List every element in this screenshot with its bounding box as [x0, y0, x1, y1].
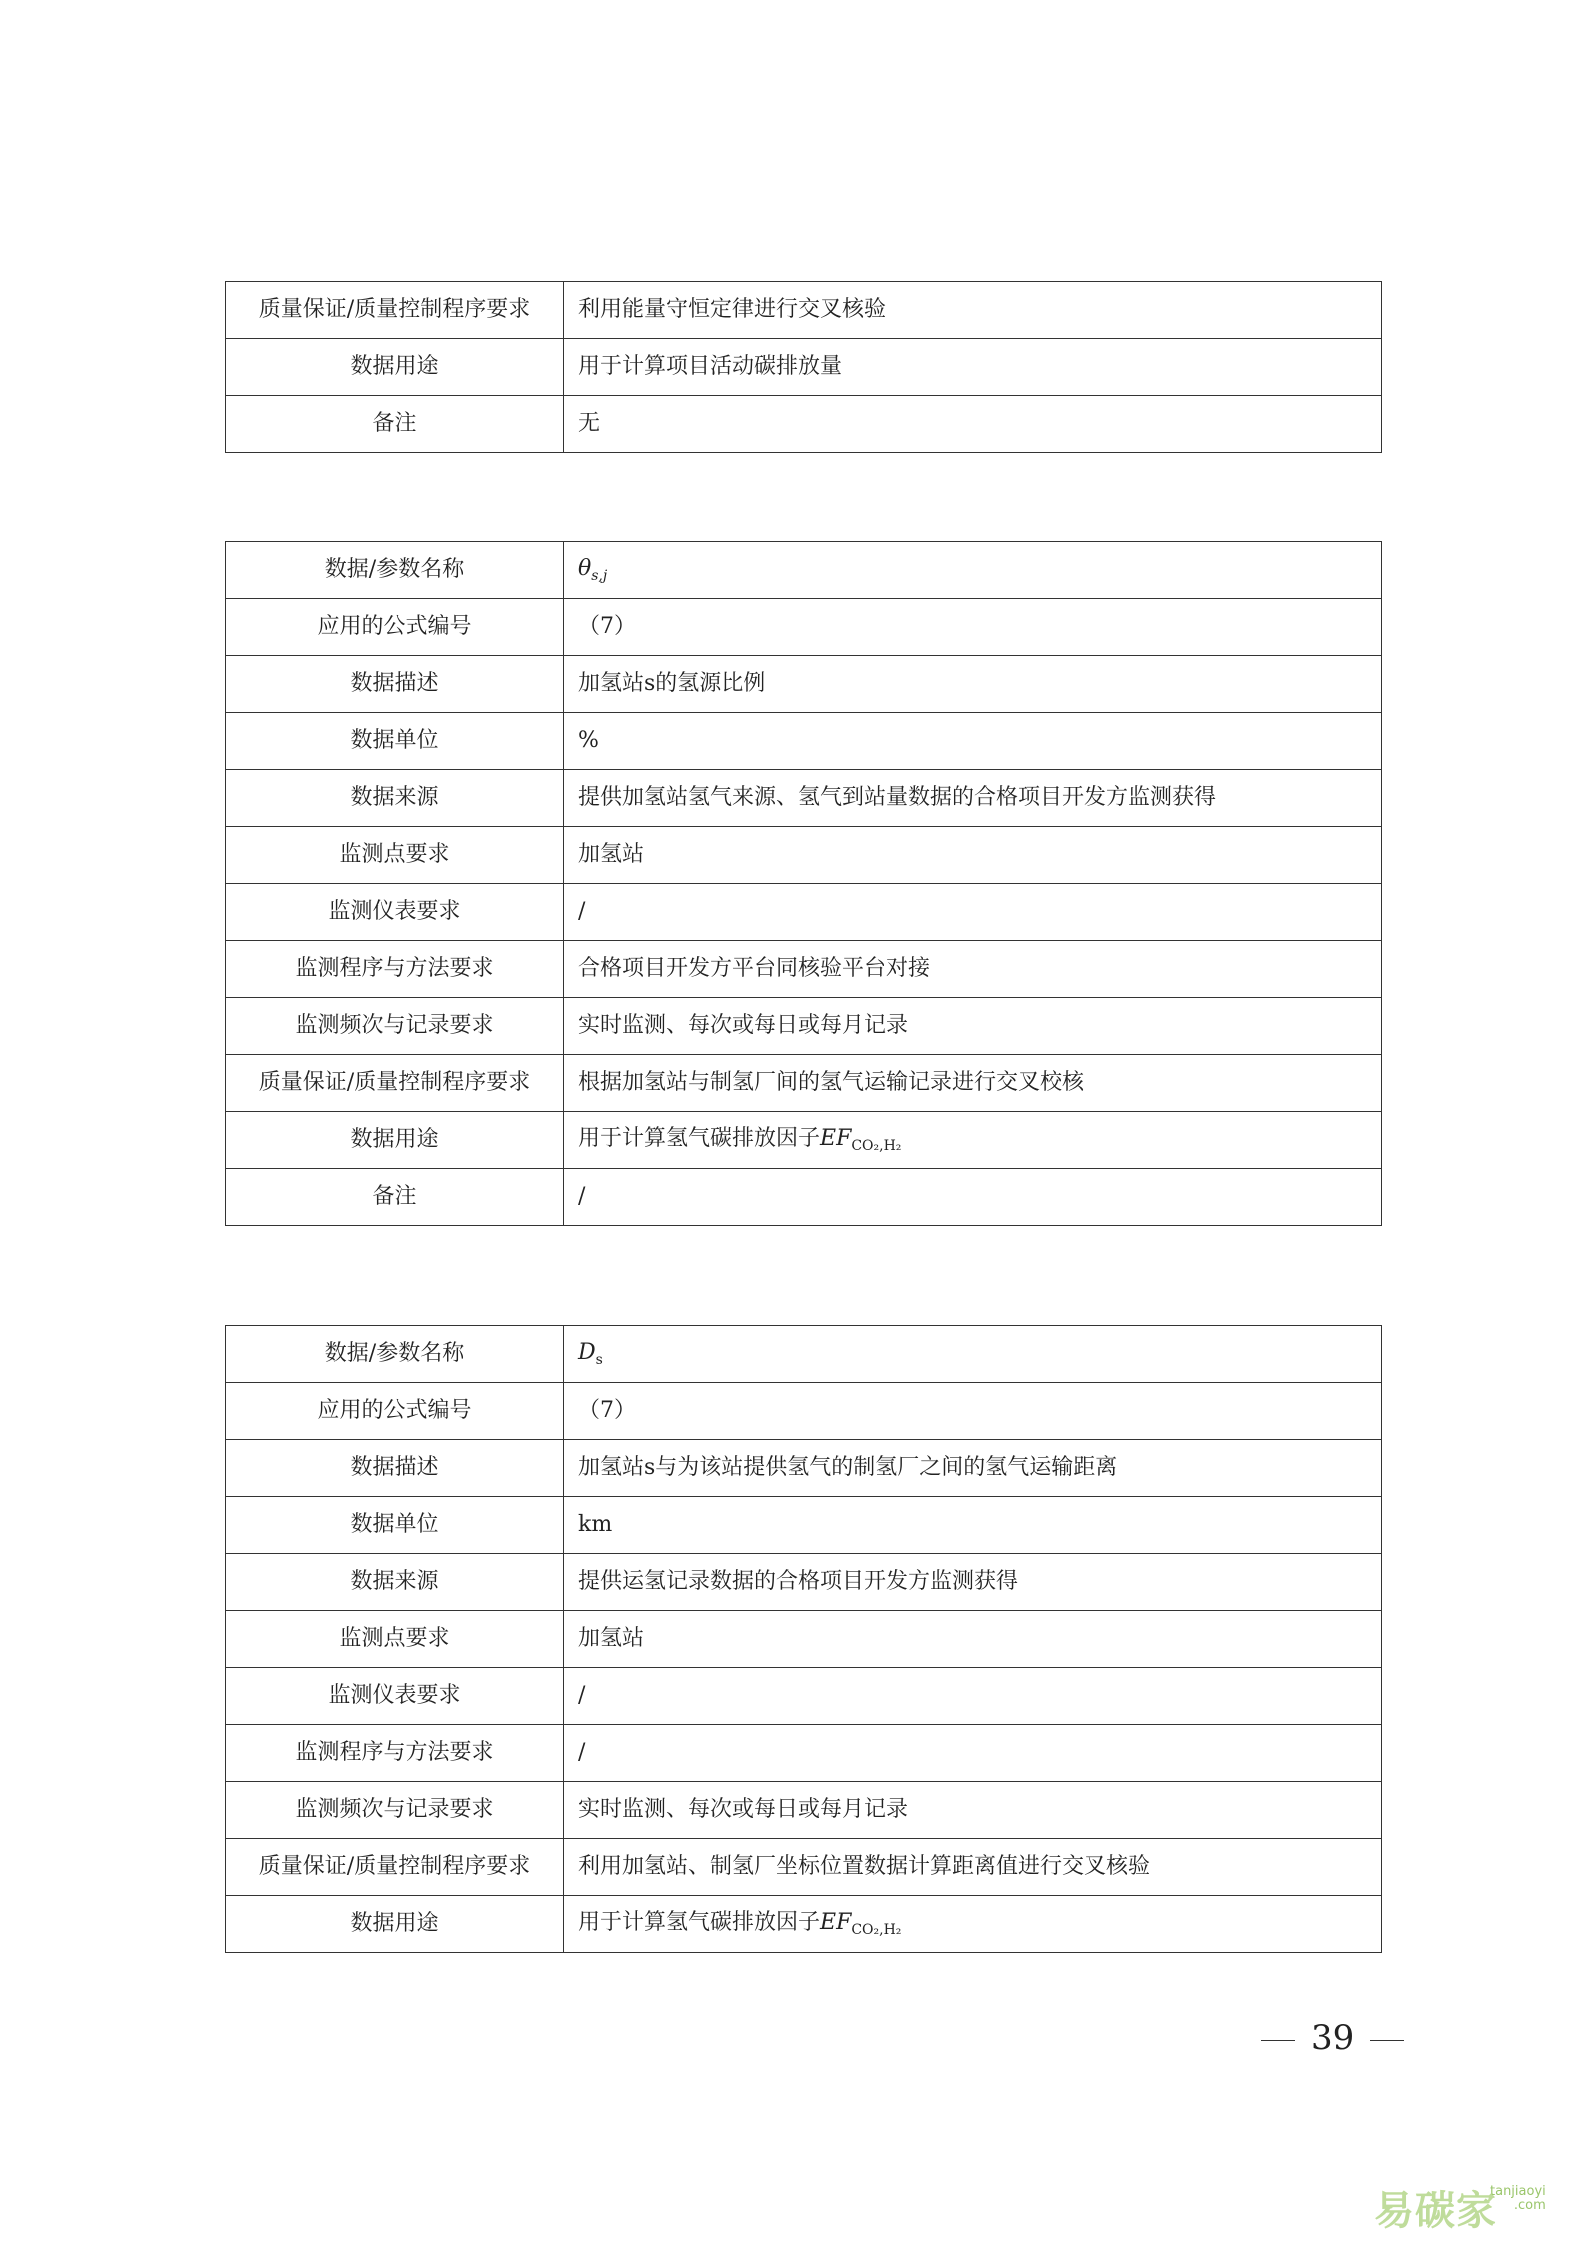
- row-value: 加氢站s的氢源比例: [564, 656, 1382, 713]
- row-value: 根据加氢站与制氢厂间的氢气运输记录进行交叉校核: [564, 1055, 1382, 1112]
- row-label: 质量保证/质量控制程序要求: [226, 282, 564, 339]
- row-value: 加氢站: [564, 1611, 1382, 1668]
- row-value: 用于计算项目活动碳排放量: [564, 339, 1382, 396]
- row-value: 实时监测、每次或每日或每月记录: [564, 998, 1382, 1055]
- row-label: 监测频次与记录要求: [226, 1782, 564, 1839]
- row-value: （7）: [564, 599, 1382, 656]
- dash-left: [1261, 2040, 1295, 2041]
- table-row: [226, 941, 1382, 998]
- row-label: 数据/参数名称: [226, 542, 564, 599]
- symbol-main: EF: [820, 1125, 852, 1151]
- row-value: /: [564, 884, 1382, 941]
- table-row: [226, 1782, 1382, 1839]
- parameter-symbol: [564, 1326, 1382, 1383]
- row-value: 实时监测、每次或每日或每月记录: [564, 1782, 1382, 1839]
- symbol-subscript: CO₂,H₂: [851, 1921, 902, 1938]
- row-label: 应用的公式编号: [226, 1383, 564, 1440]
- parameter-table-distance: [225, 1325, 1382, 1953]
- usage-text: 用于计算氢气碳排放因子: [578, 1909, 821, 1935]
- row-value: [564, 1896, 1382, 1953]
- symbol-subscript: s: [595, 1351, 603, 1368]
- row-label: 监测仪表要求: [226, 884, 564, 941]
- row-label: 监测程序与方法要求: [226, 1725, 564, 1782]
- row-value: [564, 1112, 1382, 1169]
- table-row: [226, 1383, 1382, 1440]
- parameter-table-theta: [225, 541, 1382, 1226]
- row-value: 无: [564, 396, 1382, 453]
- table-row: [226, 282, 1382, 339]
- usage-text: 用于计算氢气碳排放因子: [578, 1125, 821, 1151]
- row-value: 加氢站: [564, 827, 1382, 884]
- row-label: 数据来源: [226, 1554, 564, 1611]
- symbol-subscript: s,j: [591, 567, 608, 584]
- row-label: 质量保证/质量控制程序要求: [226, 1839, 564, 1896]
- table-row: [226, 656, 1382, 713]
- row-label: 监测仪表要求: [226, 1668, 564, 1725]
- row-label: 监测点要求: [226, 827, 564, 884]
- row-value: 利用加氢站、制氢厂坐标位置数据计算距离值进行交叉核验: [564, 1839, 1382, 1896]
- table-row: [226, 1497, 1382, 1554]
- row-value: km: [564, 1497, 1382, 1554]
- table-row: [226, 1896, 1382, 1953]
- row-label: 监测频次与记录要求: [226, 998, 564, 1055]
- row-label: 监测程序与方法要求: [226, 941, 564, 998]
- watermark-text: 易碳家: [1374, 2188, 1497, 2234]
- table-row: [226, 998, 1382, 1055]
- table-row: [226, 1839, 1382, 1896]
- table-row: [226, 770, 1382, 827]
- row-label: 数据描述: [226, 1440, 564, 1497]
- table-row: [226, 1611, 1382, 1668]
- symbol-main: D: [578, 1339, 596, 1365]
- dash-right: [1370, 2040, 1404, 2041]
- watermark-url-line1: tanjiaoyi: [1490, 2184, 1546, 2199]
- row-label: 数据来源: [226, 770, 564, 827]
- table-row: [226, 599, 1382, 656]
- row-value: %: [564, 713, 1382, 770]
- row-label: 质量保证/质量控制程序要求: [226, 1055, 564, 1112]
- table-row: [226, 1725, 1382, 1782]
- watermark-logo: [1372, 2173, 1572, 2233]
- parameter-symbol: [564, 542, 1382, 599]
- table-row: [226, 827, 1382, 884]
- symbol-main: EF: [820, 1909, 852, 1935]
- table-row: [226, 542, 1382, 599]
- row-label: 数据描述: [226, 656, 564, 713]
- row-label: 数据/参数名称: [226, 1326, 564, 1383]
- row-value: 提供运氢记录数据的合格项目开发方监测获得: [564, 1554, 1382, 1611]
- table-row: [226, 1326, 1382, 1383]
- row-label: 数据用途: [226, 1896, 564, 1953]
- table-row: [226, 1112, 1382, 1169]
- row-value: 合格项目开发方平台同核验平台对接: [564, 941, 1382, 998]
- watermark-url: [1490, 2185, 1546, 2214]
- row-value: 利用能量守恒定律进行交叉核验: [564, 282, 1382, 339]
- table-row: [226, 1440, 1382, 1497]
- row-value: 加氢站s与为该站提供氢气的制氢厂之间的氢气运输距离: [564, 1440, 1382, 1497]
- row-value: （7）: [564, 1383, 1382, 1440]
- page-number: [1245, 2018, 1405, 2058]
- table-row: [226, 713, 1382, 770]
- row-label: 数据用途: [226, 1112, 564, 1169]
- table-row: [226, 396, 1382, 453]
- row-label: 数据单位: [226, 1497, 564, 1554]
- table-row: [226, 1668, 1382, 1725]
- row-value: 提供加氢站氢气来源、氢气到站量数据的合格项目开发方监测获得: [564, 770, 1382, 827]
- row-value: /: [564, 1668, 1382, 1725]
- table-row: [226, 884, 1382, 941]
- row-label: 应用的公式编号: [226, 599, 564, 656]
- row-label: 数据用途: [226, 339, 564, 396]
- watermark-url-line2: .com: [1513, 2198, 1546, 2214]
- row-label: 备注: [226, 396, 564, 453]
- page-number-text: 39: [1311, 2018, 1355, 2058]
- table-row: [226, 339, 1382, 396]
- row-value: /: [564, 1725, 1382, 1782]
- row-label: 数据单位: [226, 713, 564, 770]
- table-row: [226, 1169, 1382, 1226]
- table-row: [226, 1055, 1382, 1112]
- table-row: [226, 1554, 1382, 1611]
- row-label: 备注: [226, 1169, 564, 1226]
- symbol-subscript: CO₂,H₂: [851, 1137, 902, 1154]
- row-label: 监测点要求: [226, 1611, 564, 1668]
- table-continued: [225, 281, 1382, 453]
- row-value: /: [564, 1169, 1382, 1226]
- symbol-main: θ: [578, 555, 592, 581]
